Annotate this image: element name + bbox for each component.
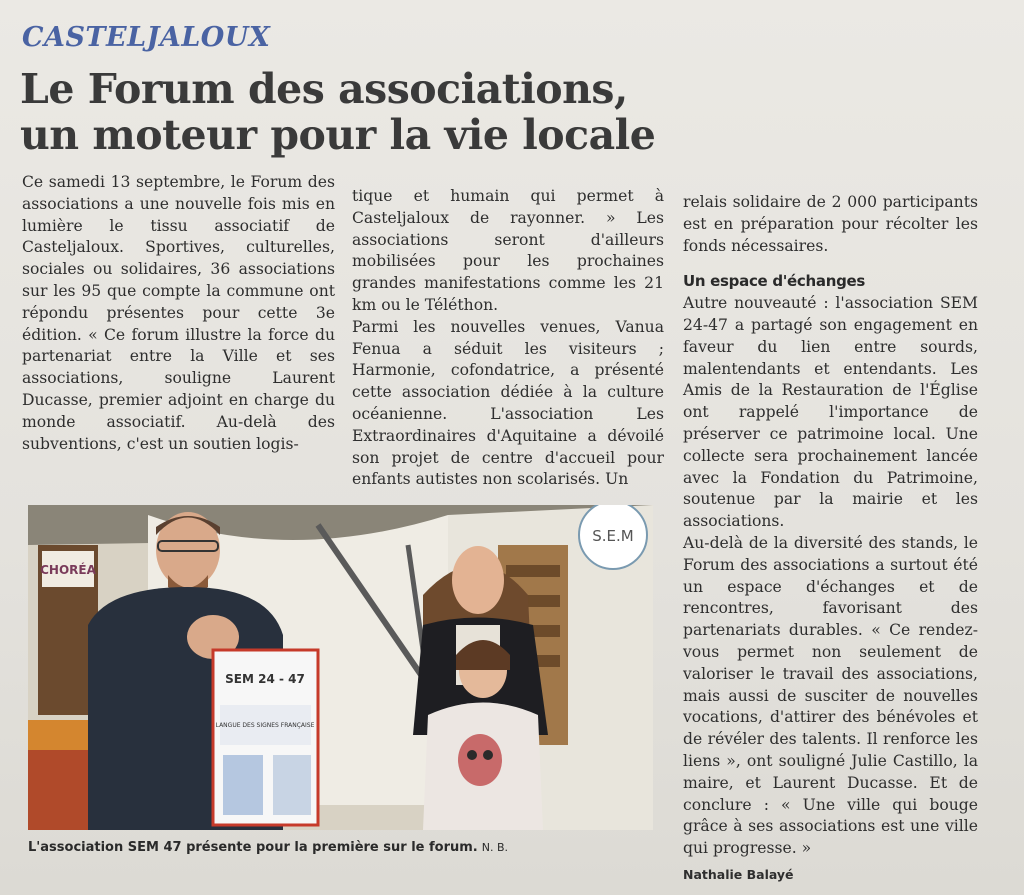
headline-line-2: un moteur pour la vie locale: [20, 111, 656, 159]
photo-credit: N. B.: [481, 841, 509, 854]
poster-title: SEM 24 - 47: [225, 672, 305, 686]
article-photo: [28, 505, 653, 830]
column1-paragraph: Ce samedi 13 septembre, le Forum des associations a une nouvelle fois mis en lumière le tissu associatif de Casteljaloux. Sportives, culturelles, sociales ou solidaires, 36 associations sur les 95 que compte la commune ont répondu présentes pour cette 3e édition. « Ce forum illustre la force du partenariat entre la Ville et ses associations, souligne Laurent Ducasse, premier adjoint en charge du monde associatif. Au-delà des subventions, c'est un soutien logis-: [22, 173, 335, 453]
column3-paragraph-1: relais solidaire de 2 000 participants est en préparation pour récolter les fonds nécessaires.: [683, 193, 978, 255]
sem-sign-text: S.E.M: [592, 527, 634, 545]
poster-subtitle: LANGUE DES SIGNES FRANÇAISE: [215, 722, 315, 729]
section-subhead: Un espace d'échanges: [683, 272, 866, 291]
article-column-3: [683, 192, 978, 886]
banner-choreа-text: CHORÉA: [40, 563, 96, 577]
author-signature: Nathalie Balayé: [683, 866, 794, 882]
column3-paragraph-3: Au-delà de la diversité des stands, le Forum des associations a surtout été un espace d'échanges et de rencontres, favorisant des partenariats durables. « Ce rendez-vous permet non seulement de valoriser le travail des associations, mais aussi de susciter de nouvelles vocations, d'attirer des bénévoles et de révéler des talents. Il renforce les liens », ont souligné Julie Castillo, la maire, et Laurent Ducasse. Et de conclure : « Une ville qui bouge grâce à ses associations est une ville qui progresse. »: [683, 533, 978, 858]
section-kicker: CASTELJALOUX: [22, 22, 271, 53]
photo-caption: [28, 840, 648, 855]
photo-illustration: [28, 505, 653, 830]
article-column-2: [352, 186, 664, 491]
headline: [20, 66, 740, 158]
caption-text: L'association SEM 47 présente pour la première sur le forum.: [28, 840, 478, 855]
column3-paragraph-2: Autre nouveauté : l'association SEM 24-47 a partagé son engagement en faveur du lien entre sourds, malentendants et entendants. Les Amis de la Restauration de l'Église ont rappelé l'importance de préserver ce patrimoine local. Une collecte sera prochainement lancée avec la Fondation du Patrimoine, soutenue par la mairie et les associations.: [683, 294, 978, 531]
headline-line-1: Le Forum des associations,: [20, 65, 628, 113]
column2-paragraph-1: tique et humain qui permet à Casteljaloux de rayonner. » Les associations seront d'ailleurs mobilisées pour les prochaines grandes manifestations comme les 21 km ou le Téléthon.: [352, 187, 664, 314]
column2-paragraph-2: Parmi les nouvelles venues, Vanua Fenua a séduit les visiteurs ; Harmonie, cofondatrice, a présenté cette association dédiée à la culture océanienne. L'association Les Extraordinaires d'Aquitaine a dévoilé son projet de centre d'accueil pour enfants autistes non scolarisés. Un: [352, 317, 664, 489]
article-column-1: [22, 172, 335, 455]
